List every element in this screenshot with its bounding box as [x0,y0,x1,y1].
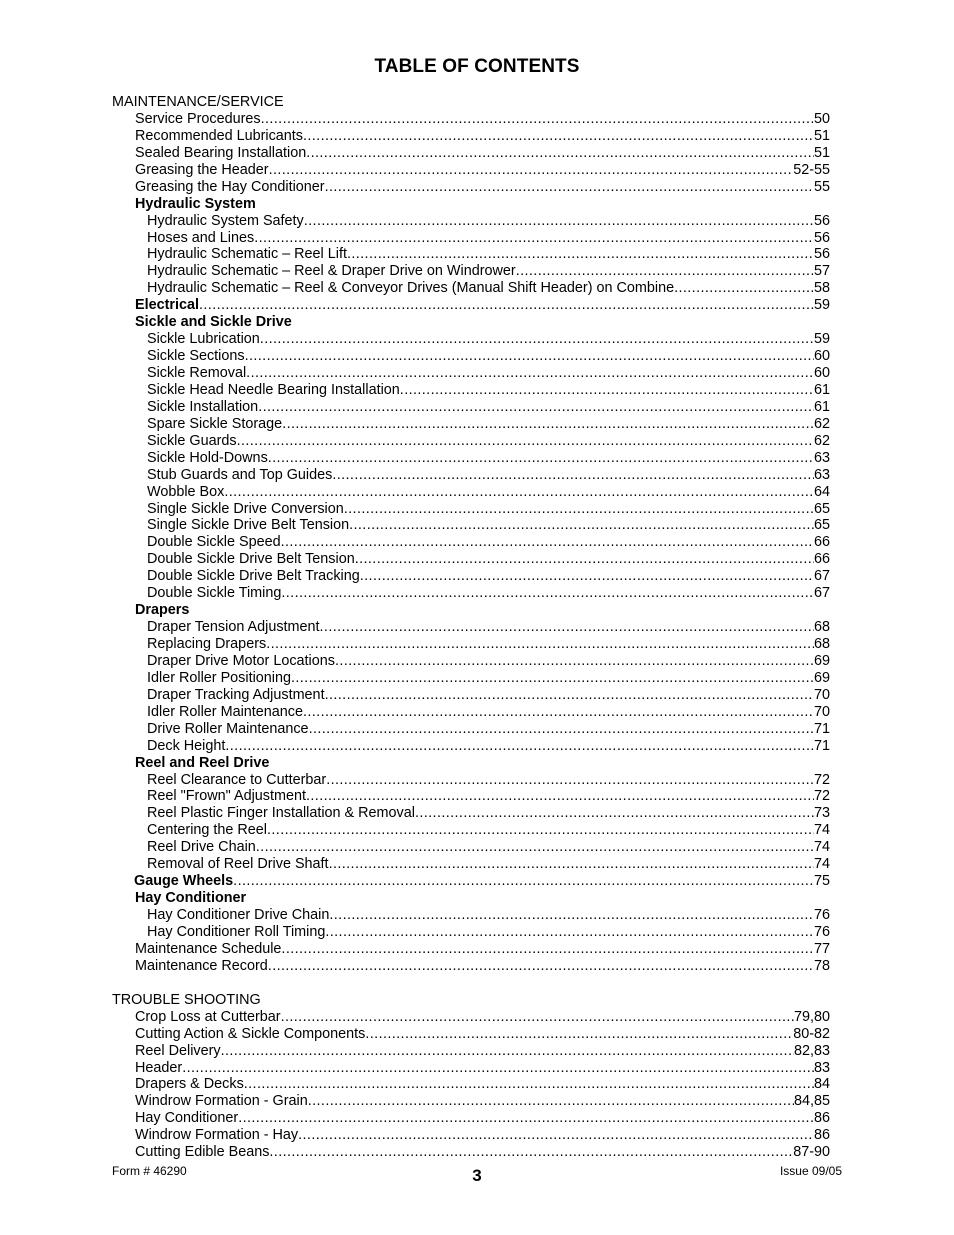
toc-entry [0,568,830,585]
dot-leader [325,179,814,196]
toc-entry [0,450,830,467]
entry-page: 84 [813,1076,830,1093]
entry-title: Drive Roller Maintenance [147,720,309,737]
entry-page: 76 [813,923,830,940]
entry-title: Electrical [135,297,199,314]
entry-title: Double Sickle Timing [147,585,282,602]
toc-entry [0,585,830,602]
dot-leader [269,1144,793,1161]
dot-leader [347,246,814,263]
entry-title: Stub Guards and Top Guides [147,466,333,483]
entry-title: Idler Roller Positioning [147,669,291,686]
toc-entry [0,230,830,247]
section-heading: MAINTENANCE/SERVICE [112,94,284,110]
entry-title: Recommended Lubricants [135,127,303,144]
entry-page: 70 [813,703,830,720]
dot-leader [237,433,814,450]
dot-leader [199,297,814,314]
entry-title: Idler Roller Maintenance [147,703,303,720]
dot-leader [233,873,814,890]
entry-page: 68 [813,619,830,636]
toc-entry [0,433,830,450]
toc-entry [0,619,830,636]
entry-page: 68 [813,636,830,652]
entry-title: Header [135,1059,183,1076]
entry-page: 56 [813,229,830,246]
toc-entry [0,162,830,179]
entry-page: 66 [813,534,830,551]
dot-leader [281,941,814,958]
dot-leader [291,670,814,687]
entry-page: 59 [813,331,830,348]
entry-title: Draper Drive Motor Locations [147,652,335,669]
dot-leader [246,365,814,382]
entry-title: Centering the Reel [147,822,267,839]
dot-leader [282,416,814,433]
entry-page: 72 [813,771,830,788]
entry-title: Double Sickle Speed [147,534,281,551]
entry-title: Draper Tension Adjustment [147,619,320,636]
dot-leader [329,856,814,873]
entry-title: Spare Sickle Storage [147,415,283,432]
toc-entry [0,1093,830,1110]
entry-title: Sickle Removal [147,365,247,381]
entry-page: 64 [813,483,830,500]
dot-leader [325,924,814,941]
entry-page: 65 [813,500,830,517]
entry-title: Double Sickle Drive Belt Tension [147,551,355,568]
toc-entry [0,788,830,805]
toc-entry [0,636,830,653]
entry-title: Windrow Formation - Grain [135,1093,308,1110]
toc-entry [0,297,830,314]
toc-entry [0,263,830,280]
toc-entry [0,1127,830,1144]
entry-page: 59 [813,297,830,314]
entry-page: 77 [813,940,830,957]
entry-page: 69 [813,652,830,669]
entry-title: Hydraulic Schematic – Reel & Draper Drive on Windrower [147,263,516,280]
entry-page: 74 [813,839,830,856]
dot-leader [225,738,814,755]
entry-title: Sickle Lubrication [147,331,260,348]
toc-entry [0,839,830,856]
entry-page: 76 [813,907,830,923]
dot-leader [298,1127,814,1144]
entry-page: 65 [813,517,830,534]
toc-entry [0,687,830,704]
toc-entry [0,501,830,518]
toc-entry [0,331,830,348]
entry-title: Deck Height [147,737,226,754]
entry-page: 63 [813,466,830,483]
entry-page: 71 [813,737,830,754]
entry-page: 80-82 [793,1025,830,1042]
entry-page: 56 [813,212,830,229]
toc-entry [0,280,830,297]
entry-page: 58 [813,280,830,297]
entry-title: Sickle Sections [147,348,245,365]
dot-leader [308,1093,794,1110]
dot-leader [344,501,814,518]
dot-leader [332,467,814,484]
entry-page: 56 [813,246,830,263]
dot-leader [306,145,814,162]
toc-entry [0,822,830,839]
dot-leader [267,822,814,839]
entry-page: 67 [813,568,830,585]
dot-leader [261,111,814,128]
entry-page: 51 [813,144,830,161]
entry-page: 79,80 [793,1008,830,1025]
dot-leader [516,263,814,280]
entry-title: Hoses and Lines [147,229,255,246]
dot-leader [365,1026,793,1043]
toc-entry [0,805,830,822]
entry-page: 83 [813,1059,830,1076]
toc-entry [0,1009,830,1026]
entry-title: Cutting Edible Beans [135,1144,270,1161]
toc-entry [0,111,830,128]
dot-leader [256,839,814,856]
toc-entry [0,873,830,890]
toc-entry [0,382,830,399]
dot-leader [674,280,814,297]
page-number: 3 [472,1166,482,1185]
entry-title: Double Sickle Drive Belt Tracking [147,568,360,585]
toc-entry [0,399,830,416]
toc-entry [0,1144,830,1161]
dot-leader [320,619,814,636]
entry-title: Hydraulic System Safety [147,212,304,229]
entry-title: Sickle Hold-Downs [147,449,268,466]
dot-leader [304,213,814,230]
entry-title: Gauge Wheels [134,873,234,890]
entry-title: Drapers & Decks [135,1076,244,1093]
dot-leader [303,128,814,145]
toc-entry [0,179,830,196]
entry-title: Removal of Reel Drive Shaft [147,856,329,873]
entry-page: 57 [813,263,830,280]
entry-page: 55 [813,178,830,195]
toc-entry [0,653,830,670]
dot-leader [245,348,814,365]
entry-page: 86 [813,1127,830,1144]
dot-leader [329,907,814,924]
entry-title: Reel Clearance to Cutterbar [147,771,327,788]
entry-title: Reel Drive Chain [147,839,256,856]
entry-page: 87-90 [793,1144,830,1161]
dot-leader [325,687,814,704]
subsection-heading: Sickle and Sickle Drive [135,314,292,331]
dot-leader [335,653,814,670]
entry-title: Reel Plastic Finger Installation & Removal [147,805,415,822]
entry-page: 66 [813,551,830,568]
entry-page: 74 [813,856,830,873]
dot-leader [400,382,814,399]
entry-page: 60 [813,348,830,365]
entry-title: Hay Conditioner Drive Chain [147,907,330,923]
entry-page: 72 [813,788,830,805]
toc-entry [0,721,830,738]
entry-title: Sickle Guards [147,432,237,449]
toc-entry [0,941,830,958]
entry-title: Reel "Frown" Adjustment [147,788,306,805]
entry-title: Single Sickle Drive Conversion [147,500,344,517]
entry-page: 50 [813,110,830,127]
entry-title: Hydraulic Schematic – Reel & Conveyor Drives (Manual Shift Header) on Combine [147,280,675,297]
toc-entry [0,772,830,789]
toc-entry [0,534,830,551]
dot-leader [266,636,814,653]
toc-entry [0,484,830,501]
dot-leader [268,958,814,975]
toc-entry [0,128,830,145]
entry-title: Wobble Box [147,483,225,500]
dot-leader [309,721,814,738]
toc-entry [0,517,830,534]
entry-title: Hydraulic Schematic – Reel Lift [147,246,347,263]
entry-title: Sealed Bearing Installation [135,144,307,161]
dot-leader [258,399,814,416]
entry-page: 62 [813,432,830,449]
dot-leader [306,788,814,805]
entry-title: Maintenance Record [135,957,268,974]
toc-entry [0,670,830,687]
issue-date: Issue 09/05 [779,1164,842,1178]
table-of-contents [0,94,954,1161]
toc-entry [0,1060,830,1077]
subsection-heading: Hay Conditioner [135,890,247,907]
dot-leader [268,450,814,467]
entry-page: 69 [813,669,830,686]
toc-entry [0,551,830,568]
toc-entry [0,704,830,721]
dot-leader [260,331,814,348]
entry-title: Crop Loss at Cutterbar [135,1008,281,1025]
entry-page: 75 [813,873,830,890]
dot-leader [326,772,814,789]
entry-title: Reel Delivery [135,1042,221,1059]
dot-leader [415,805,814,822]
dot-leader [303,704,814,721]
dot-leader [281,534,814,551]
dot-leader [238,1110,814,1127]
entry-title: Draper Tracking Adjustment [147,686,325,703]
toc-entry [0,856,830,873]
subsection-heading: Drapers [135,602,190,619]
dot-leader [254,230,814,247]
entry-title: Service Procedures [135,110,261,127]
entry-page: 61 [813,398,830,415]
dot-leader [360,568,814,585]
entry-page: 63 [813,449,830,466]
entry-title: Cutting Action & Sickle Components [135,1025,366,1042]
entry-page: 51 [813,127,830,144]
toc-entry [0,1026,830,1043]
toc-entry [0,467,830,484]
entry-title: Greasing the Hay Conditioner [135,178,325,195]
entry-title: Single Sickle Drive Belt Tension [147,517,350,534]
toc-entry [0,738,830,755]
entry-page: 73 [813,805,830,822]
entry-page: 67 [813,585,830,602]
entry-page: 71 [813,720,830,737]
toc-entry [0,365,830,382]
entry-page: 78 [813,957,830,974]
page-title: TABLE OF CONTENTS [374,56,580,77]
dot-leader [281,585,814,602]
entry-page: 60 [813,365,830,381]
entry-page: 70 [813,686,830,703]
entry-page: 86 [813,1110,830,1127]
subsection-heading: Hydraulic System [135,195,256,212]
toc-entry [0,213,830,230]
entry-title: Sickle Head Needle Bearing Installation [147,381,400,398]
toc-entry [0,907,830,924]
dot-leader [244,1076,814,1093]
dot-leader [269,162,794,179]
entry-page: 82,83 [793,1042,830,1059]
entry-page: 84,85 [793,1093,830,1110]
form-number: Form # 46290 [112,1164,187,1178]
entry-title: Greasing the Header [135,161,269,178]
dot-leader [349,517,814,534]
dot-leader [281,1009,794,1026]
entry-title: Replacing Drapers [147,636,267,652]
entry-page: 61 [813,381,830,398]
entry-page: 74 [813,822,830,839]
dot-leader [182,1060,814,1077]
entry-title: Windrow Formation - Hay [135,1127,299,1144]
toc-entry [0,924,830,941]
toc-entry [0,416,830,433]
entry-page: 52-55 [793,161,830,178]
dot-leader [224,484,814,501]
entry-title: Hay Conditioner [135,1110,239,1127]
section-gap [0,975,954,992]
toc-entry [0,246,830,263]
toc-entry [0,145,830,162]
entry-title: Hay Conditioner Roll Timing [147,923,326,940]
toc-entry [0,958,830,975]
entry-title: Sickle Installation [147,398,259,415]
entry-title: Maintenance Schedule [135,940,282,957]
entry-page: 62 [813,415,830,432]
section-heading: TROUBLE SHOOTING [112,991,261,1008]
dot-leader [221,1043,794,1060]
toc-entry [0,1043,830,1060]
toc-entry [0,1110,830,1127]
dot-leader [355,551,814,568]
toc-entry [0,1076,830,1093]
toc-entry [0,348,830,365]
subsection-heading: Reel and Reel Drive [135,754,270,771]
